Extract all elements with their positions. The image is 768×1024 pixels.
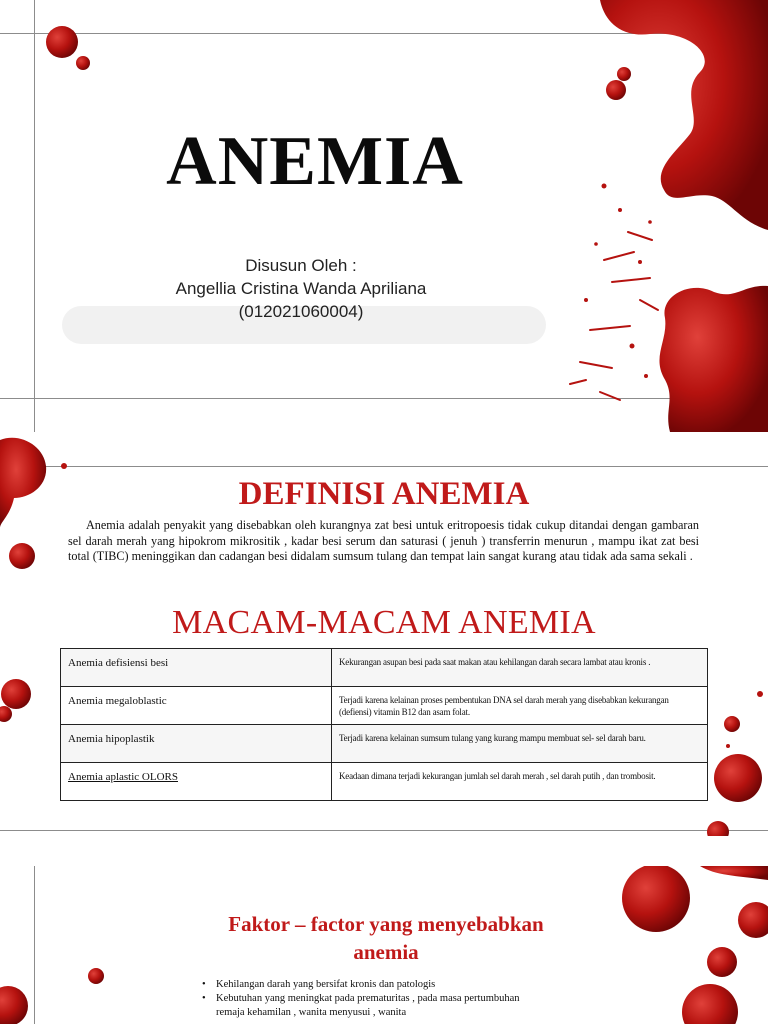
presentation-title: ANEMIA: [166, 123, 464, 200]
slide-definition: [0, 432, 768, 836]
causes-list: [200, 978, 530, 1020]
type-description: Kekurangan asupan besi pada saat makan atau kehilangan darah secara lambat atau kronis .: [332, 649, 708, 687]
types-title: MACAM-MACAM ANEMIA: [172, 604, 596, 641]
table-row: [61, 649, 708, 687]
causes-title-line2: anemia: [353, 940, 419, 964]
table-row: [61, 763, 708, 801]
list-item: • Kehilangan darah yang bersifat kronis dan patologis: [200, 978, 530, 992]
type-name: Anemia hipoplastik: [61, 725, 332, 763]
type-description: Terjadi karena kelainan proses pembentukan DNA sel darah merah yang disebabkan kekurangan (defiensi) vitamin B12 dan asam folat.: [332, 687, 708, 725]
type-description: Terjadi karena kelainan sumsum tulang yang kurang mampu membuat sel- sel darah baru.: [332, 725, 708, 763]
table-row: [61, 725, 708, 763]
type-name: [61, 763, 332, 801]
type-name: Anemia defisiensi besi: [61, 649, 332, 687]
list-item: • Kebutuhan yang meningkat pada prematuritas , pada masa pertumbuhan remaja kehamilan , wanita menyusui , wanita: [200, 992, 530, 1020]
slide-causes: [0, 866, 768, 1024]
author-name: Angellia Cristina Wanda Apriliana: [175, 279, 427, 298]
causes-title-line1: Faktor – factor yang menyebabkan: [228, 912, 544, 936]
table-row: [61, 687, 708, 725]
definition-title: DEFINISI ANEMIA: [238, 476, 530, 512]
slide-title: [0, 0, 768, 432]
type-name: Anemia megaloblastic: [61, 687, 332, 725]
type-name-underlined: Anemia aplastic OLORS: [68, 771, 178, 783]
definition-paragraph: Anemia adalah penyakit yang disebabkan oleh kurangnya zat besi untuk eritropoesis tidak cukup ditandai dengan gambaran sel darah merah yang hipokrom mikrositik , kadar besi serum dan saturasi ( jenuh ) transferrin menurun , mampu ikat zat besi total (TIBC) meninggikan dan cadangan besi didalam sumsum tulang dan tempat lain sangat kurang atau tidak ada sama sekali .: [68, 518, 699, 563]
anemia-types-table: [60, 648, 708, 801]
causes-title: [180, 910, 592, 966]
author-label: Disusun Oleh :: [245, 256, 357, 275]
author-id: (012021060004): [238, 302, 364, 321]
blood-splatter-decoration: [0, 0, 768, 432]
author-block: [0, 254, 602, 323]
type-description: Keadaan dimana terjadi kekurangan jumlah sel darah merah , sel darah putih , dan trombosit.: [332, 763, 708, 801]
